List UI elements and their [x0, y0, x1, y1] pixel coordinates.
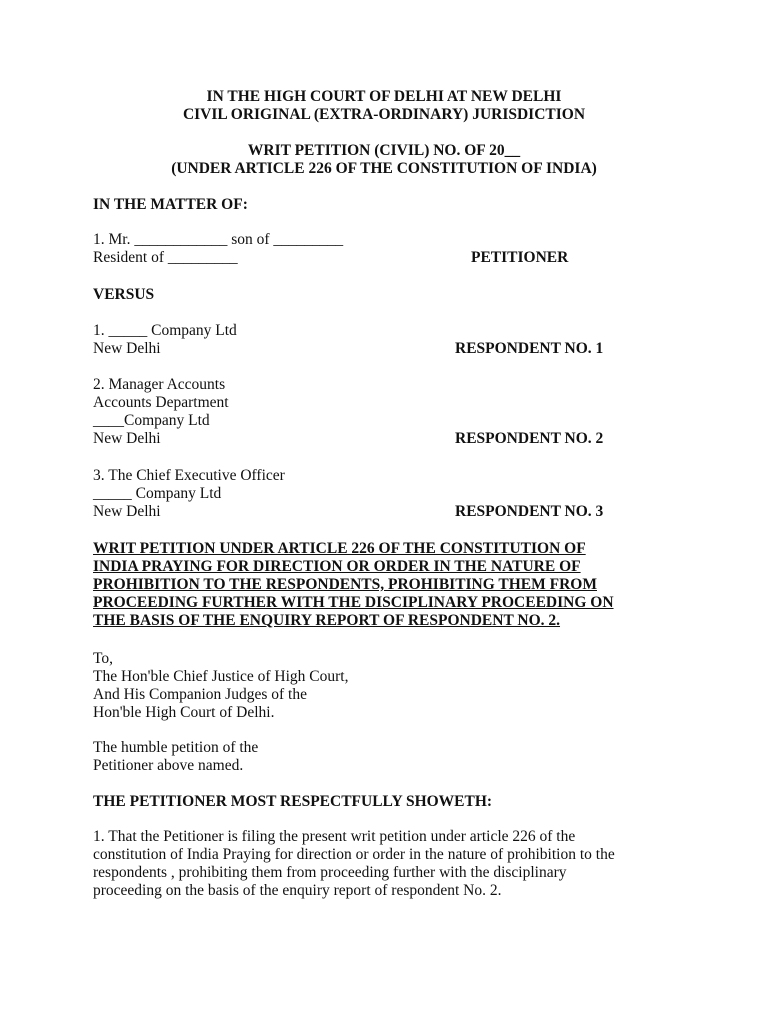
address-line: And His Companion Judges of the	[93, 686, 307, 703]
petition-number-line: WRIT PETITION (CIVIL) NO. OF 20__	[247, 142, 521, 159]
jurisdiction-line: CIVIL ORIGINAL (EXTRA-ORDINARY) JURISDICTION	[182, 106, 586, 123]
address-block	[93, 650, 349, 722]
respondent-1-label: RESPONDENT NO. 1	[455, 340, 604, 357]
respondent-1-line: 1. _____ Company Ltd	[93, 322, 237, 339]
matter-heading: IN THE MATTER OF:	[93, 196, 248, 213]
paragraph-line: 1. That the Petitioner is filing the present writ petition under article 226 of the	[93, 828, 576, 845]
respondent-2-label: RESPONDENT NO. 2	[455, 430, 604, 447]
humble-petition	[93, 739, 258, 775]
respondent-1-address	[93, 322, 237, 358]
petitioner-label: PETITIONER	[471, 249, 569, 266]
respondent-3-line: 3. The Chief Executive Officer	[93, 467, 285, 484]
respondent-1-line: New Delhi	[93, 340, 161, 357]
humble-petition-line: The humble petition of the	[93, 739, 259, 756]
prayer-title	[93, 540, 614, 630]
showeth-heading: THE PETITIONER MOST RESPECTFULLY SHOWETH:	[93, 793, 493, 810]
petitioner-name-line: 1. Mr. ____________ son of _________	[93, 231, 344, 248]
petitioner-residence-line: Resident of _________	[93, 249, 238, 266]
respondent-2-line: 2. Manager Accounts	[93, 376, 226, 393]
respondent-2-line: ____Company Ltd	[93, 412, 210, 429]
respondent-2-address	[93, 376, 229, 448]
paragraph-line: respondents , prohibiting them from proceeding further with the disciplinary	[93, 864, 567, 881]
address-line: To,	[93, 650, 114, 667]
respondent-3-label: RESPONDENT NO. 3	[455, 503, 604, 520]
prayer-title-line: PROHIBITION TO THE RESPONDENTS, PROHIBITING THEM FROM	[93, 576, 597, 593]
paragraph-line: proceeding on the basis of the enquiry report of respondent No. 2.	[93, 882, 502, 899]
respondent-3-line: _____ Company Ltd	[93, 485, 222, 502]
article-line: (UNDER ARTICLE 226 OF THE CONSTITUTION OF INDIA)	[171, 160, 597, 177]
respondent-2-line: Accounts Department	[93, 394, 229, 411]
court-line: IN THE HIGH COURT OF DELHI AT NEW DELHI	[206, 88, 562, 105]
respondent-3-line: New Delhi	[93, 503, 161, 520]
prayer-title-line: PROCEEDING FURTHER WITH THE DISCIPLINARY PROCEEDING ON	[93, 594, 614, 611]
respondent-3-address	[93, 467, 285, 521]
address-line: The Hon'ble Chief Justice of High Court,	[93, 668, 349, 685]
paragraph-1	[93, 828, 615, 900]
versus-heading: VERSUS	[93, 286, 155, 303]
respondent-2-line: New Delhi	[93, 430, 161, 447]
paragraph-line: constitution of India Praying for direction or order in the nature of prohibition to the	[93, 846, 615, 863]
address-line: Hon'ble High Court of Delhi.	[93, 704, 275, 721]
prayer-title-line: WRIT PETITION UNDER ARTICLE 226 OF THE CONSTITUTION OF	[93, 540, 586, 557]
prayer-title-line: THE BASIS OF THE ENQUIRY REPORT OF RESPONDENT NO. 2.	[93, 612, 561, 629]
humble-petition-line: Petitioner above named.	[93, 757, 244, 774]
prayer-title-line: INDIA PRAYING FOR DIRECTION OR ORDER IN THE NATURE OF	[93, 558, 581, 575]
